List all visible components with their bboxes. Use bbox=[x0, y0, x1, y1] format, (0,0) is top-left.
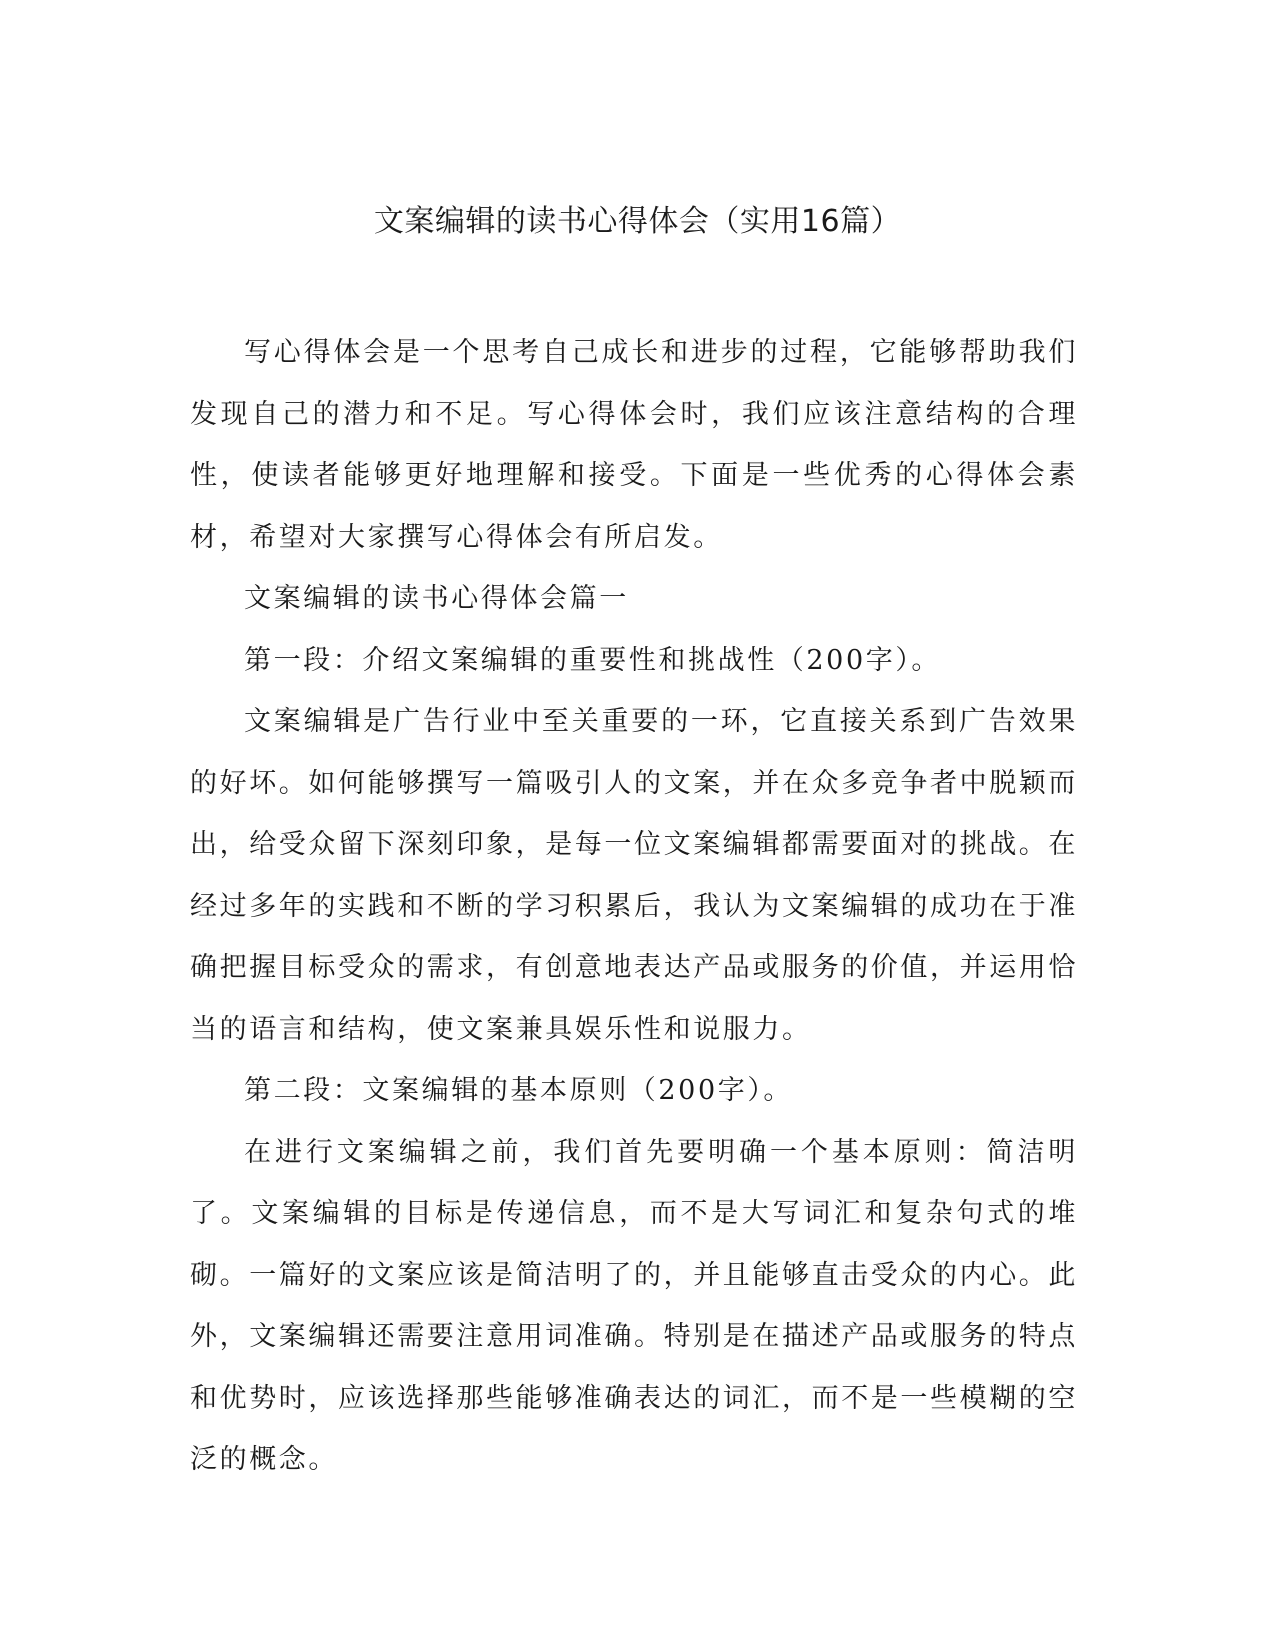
body-paragraph-one: 文案编辑是广告行业中至关重要的一环，它直接关系到广告效果的好坏。如何能够撰写一篇吸引人的文案，并在众多竞争者中脱颖而出，给受众留下深刻印象，是每一位文案编辑都需要面对的挑战。在经过多年的实践和不断的学习积累后，我认为文案编辑的成功在于准确把握目标受众的需求，有创意地表达产品或服务的价值，并运用恰当的语言和结构，使文案兼具娱乐性和说服力。 bbox=[190, 706, 1078, 1045]
section-heading-part-one: 文案编辑的读书心得体会篇一 bbox=[244, 583, 629, 614]
subheading-paragraph-two: 第二段：文案编辑的基本原则（200字）。 bbox=[244, 1075, 794, 1106]
intro-paragraph: 写心得体会是一个思考自己成长和进步的过程，它能够帮助我们发现自己的潜力和不足。写心得体会时，我们应该注意结构的合理性，使读者能够更好地理解和接受。下面是一些优秀的心得体会素材，希望对大家撰写心得体会有所启发。 bbox=[190, 337, 1078, 553]
subheading-paragraph-one: 第一段：介绍文案编辑的重要性和挑战性（200字）。 bbox=[244, 644, 942, 676]
document-body bbox=[190, 322, 1078, 1491]
document-title: 文案编辑的读书心得体会（实用16篇） bbox=[373, 204, 902, 239]
body-paragraph-two: 在进行文案编辑之前，我们首先要明确一个基本原则：简洁明了。文案编辑的目标是传递信息，而不是大写词汇和复杂句式的堆砌。一篇好的文案应该是简洁明了的，并且能够直击受众的内心。此外，文案编辑还需要注意用词准确。特别是在描述产品或服务的特点和优势时，应该选择那些能够准确表达的词汇，而不是一些模糊的空泛的概念。 bbox=[190, 1136, 1078, 1475]
